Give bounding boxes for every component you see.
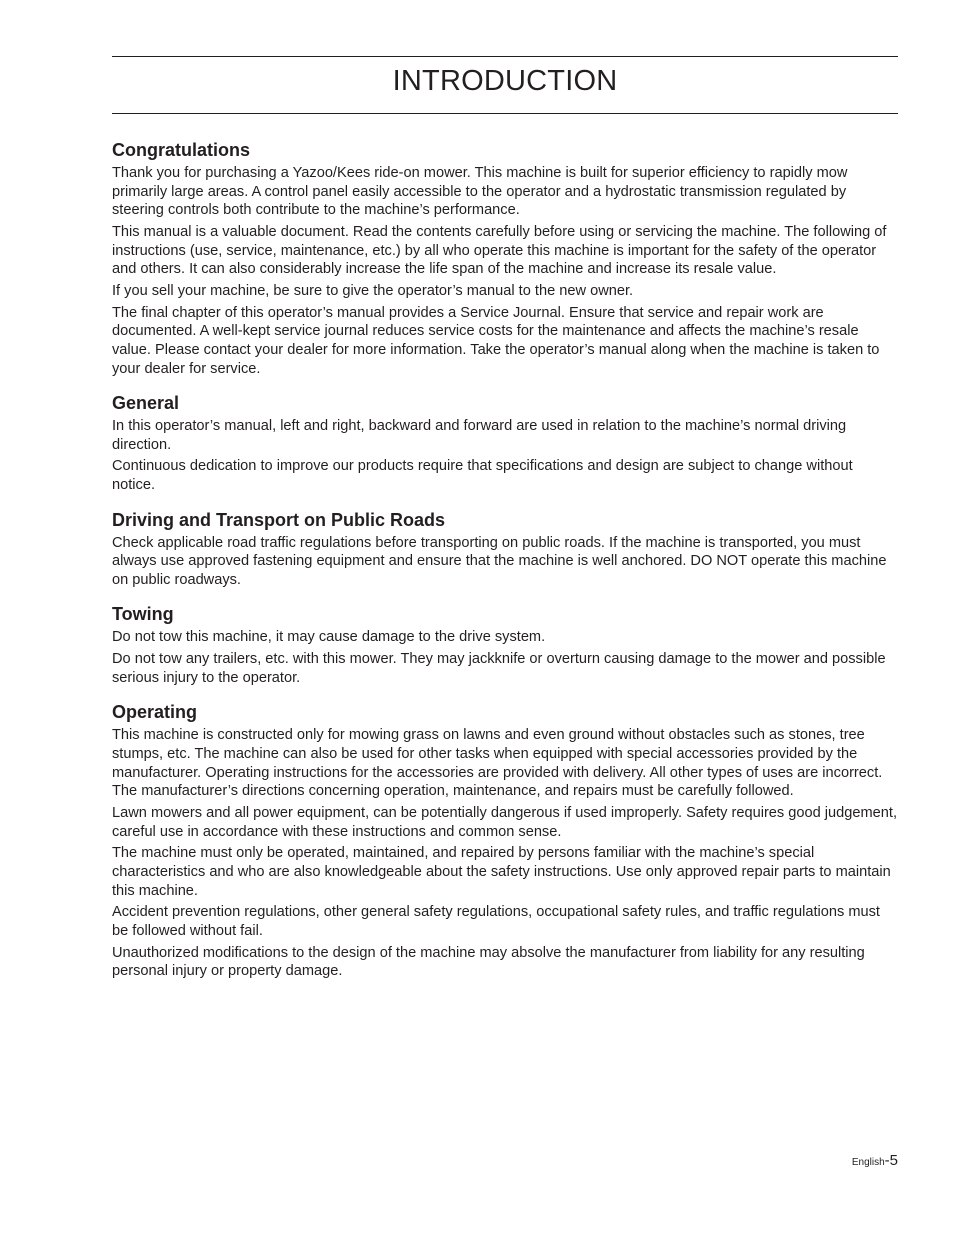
section-driving-transport [112,509,898,590]
title-bottom-rule [112,113,898,114]
section-heading: Operating [112,702,198,723]
paragraph: This machine is constructed only for mowing grass on lawns and even ground without obstacles such as stones, tree stumps, etc. The machine can also be used for other tasks when equipped with special accessories provided by the manufacturer. Operating instructions for the accessories are provided with delivery. All other types of uses are incorrect. The manufacturer’s directions concerning operation, maintenance, and repairs must be carefully followed. [112,727,883,800]
page-number: 5 [889,1152,898,1169]
content [112,139,898,981]
section-general [112,392,898,495]
section-heading: Towing [112,604,174,625]
paragraph: Do not tow this machine, it may cause damage to the drive system. [112,629,546,646]
paragraph: Accident prevention regulations, other general safety regulations, occupational safety rules, and traffic regulations must be followed without fail. [112,904,880,939]
section-heading: General [112,393,180,414]
page-footer [852,1152,898,1169]
footer-separator: - [884,1152,890,1169]
paragraph: In this operator’s manual, left and right, backward and forward are used in relation to the machine’s normal driving direction. [112,418,847,453]
paragraph: The final chapter of this operator’s manual provides a Service Journal. Ensure that service and repair work are documented. A well-kept service journal reduces service costs for the maintenance and affects the machine’s resale value. Please contact your dealer for more information. Take the operator’s manual along when the machine is taken to your dealer for service. [112,304,880,377]
title-block [112,57,898,104]
section-heading: Driving and Transport on Public Roads [112,509,446,530]
paragraph: Unauthorized modifications to the design of the machine may absolve the manufacturer from liability for any resulting personal injury or property damage. [112,944,865,980]
page [112,56,898,995]
paragraph: The machine must only be operated, maintained, and repaired by persons familiar with the machine’s special characteristics and who are also knowledgeable about the safety instructions. Use only approved repair parts to maintain this machine. [112,845,891,899]
paragraph: Continuous dedication to improve our products require that specifications and design are subject to change without notice. [112,458,853,494]
page-title: INTRODUCTION [392,65,618,97]
paragraph: Check applicable road traffic regulations before transporting on public roads. If the machine is transported, you must always use approved fastening equipment and ensure that the machine is well anchored. DO NOT operate this machine on public roadways. [112,534,887,588]
paragraph: Lawn mowers and all power equipment, can be potentially dangerous if used improperly. Safety requires good judgement, careful use in accordance with these instructions and common sense. [112,804,898,840]
footer-language: English [851,1157,885,1168]
section-operating [112,701,898,980]
paragraph: Do not tow any trailers, etc. with this mower. They may jackknife or overturn causing damage to the mower and possible serious injury to the operator. [112,651,886,686]
section-congratulations [112,139,898,378]
section-towing [112,603,898,687]
section-heading: Congratulations [112,140,250,160]
paragraph: If you sell your machine, be sure to give the operator’s manual to the new owner. [112,282,634,299]
paragraph: This manual is a valuable document. Read the contents carefully before using or servicing the machine. The following of instructions (use, service, maintenance, etc.) by all who operate this machine is important for the safety of the operator and others. It can also considerably increase the life span of the machine and increase its resale value. [112,223,887,278]
paragraph: Thank you for purchasing a Yazoo/Kees ride-on mower. This machine is built for superior efficiency to rapidly mow primarily large areas. A control panel easily accessible to the operator and a hydrostatic transmission regulated by steering controls both contribute to the machine’s performance. [112,165,848,219]
